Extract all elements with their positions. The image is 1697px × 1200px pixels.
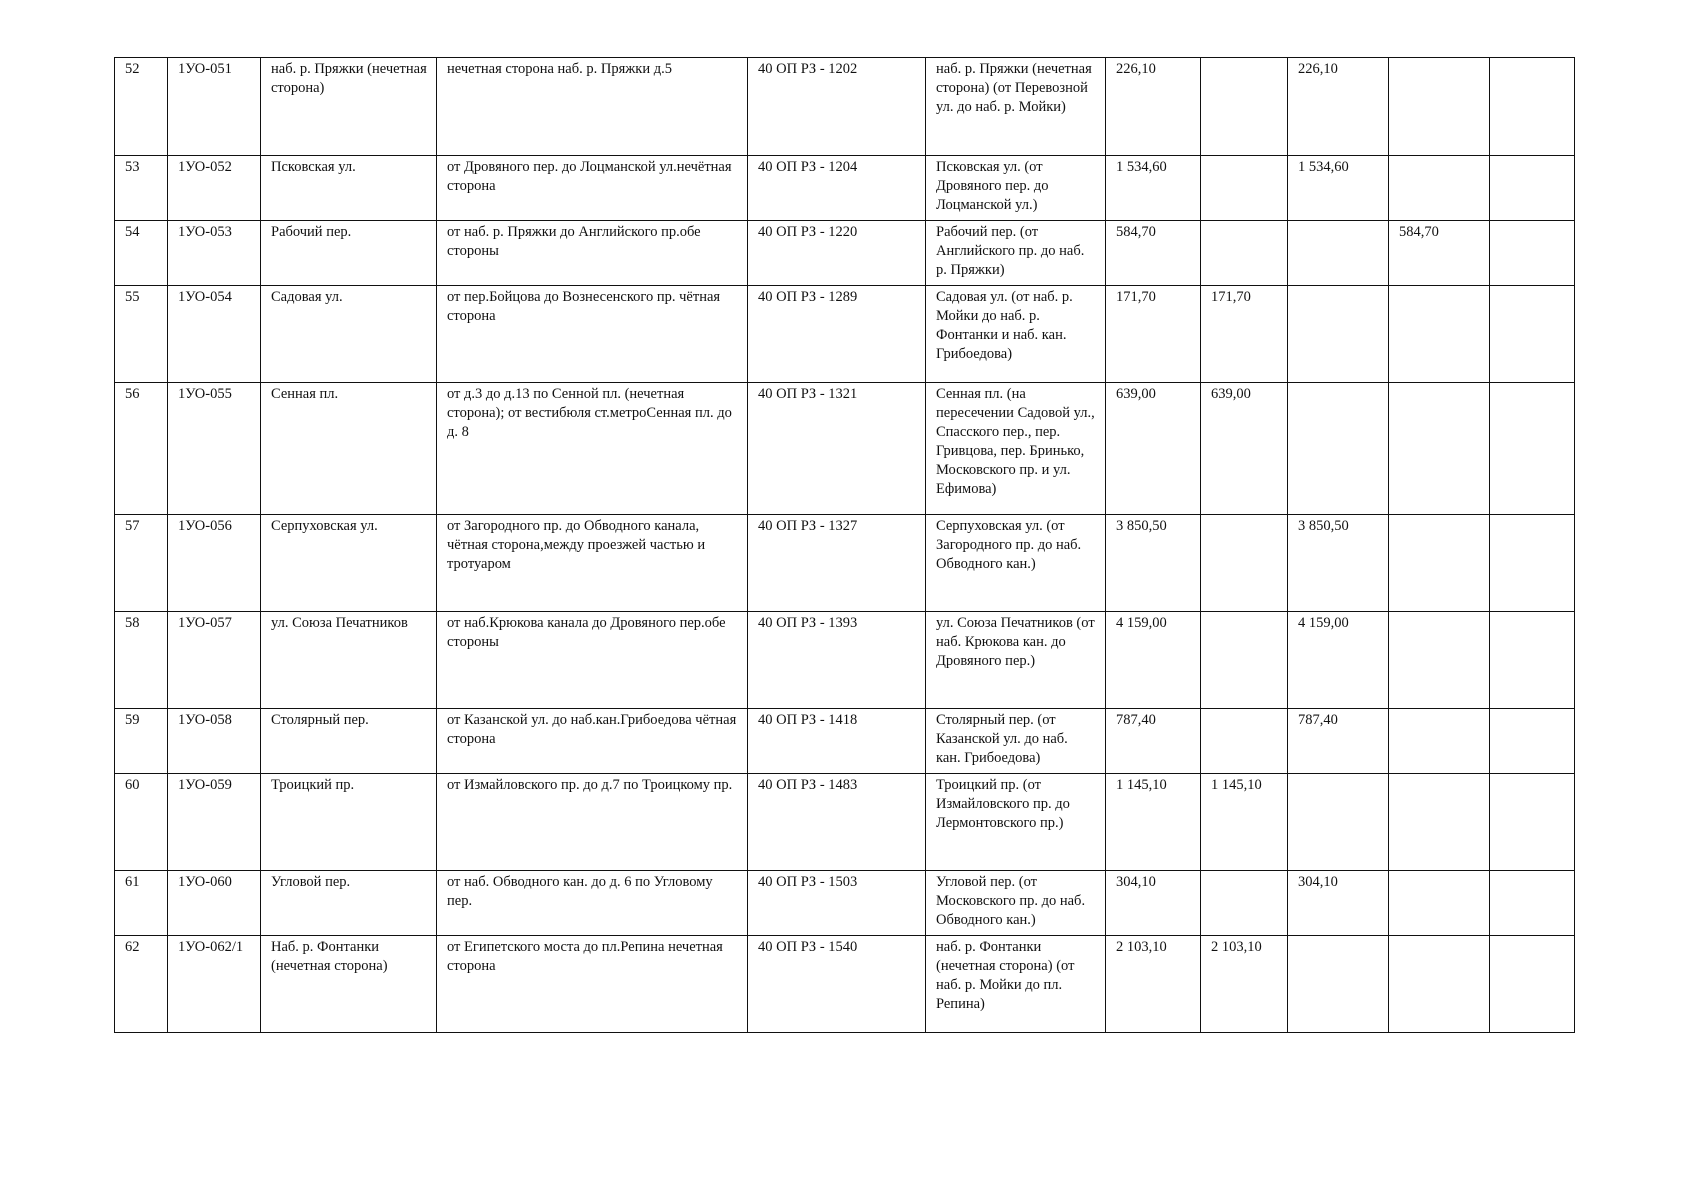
area-col-2-cell	[1288, 936, 1389, 1033]
street-name-cell: Сенная пл.	[261, 383, 437, 515]
street-name-cell: Садовая ул.	[261, 286, 437, 383]
area-col-4-cell	[1490, 709, 1575, 774]
area-col-4-cell	[1490, 58, 1575, 156]
table-row	[115, 709, 1575, 774]
row-number-cell: 61	[115, 871, 168, 936]
table-row	[115, 58, 1575, 156]
area-total-cell: 1 534,60	[1106, 156, 1201, 221]
section-description-cell: нечетная сторона наб. р. Пряжки д.5	[437, 58, 748, 156]
area-total-cell: 2 103,10	[1106, 936, 1201, 1033]
road-id-cell: 40 ОП РЗ - 1418	[748, 709, 926, 774]
object-code-cell: 1УО-055	[168, 383, 261, 515]
area-col-4-cell	[1490, 383, 1575, 515]
object-code-cell: 1УО-054	[168, 286, 261, 383]
road-name-cell: Рабочий пер. (от Английского пр. до наб. р. Пряжки)	[926, 221, 1106, 286]
area-col-2-cell: 1 534,60	[1288, 156, 1389, 221]
row-number-cell: 53	[115, 156, 168, 221]
table-row	[115, 156, 1575, 221]
area-total-cell: 3 850,50	[1106, 515, 1201, 612]
street-name-cell: Псковская ул.	[261, 156, 437, 221]
area-col-3-cell	[1389, 156, 1490, 221]
street-name-cell: ул. Союза Печатников	[261, 612, 437, 709]
table-row	[115, 221, 1575, 286]
area-total-cell: 787,40	[1106, 709, 1201, 774]
road-id-cell: 40 ОП РЗ - 1321	[748, 383, 926, 515]
street-name-cell: Столярный пер.	[261, 709, 437, 774]
area-col-3-cell	[1389, 286, 1490, 383]
table-row	[115, 286, 1575, 383]
row-number-cell: 60	[115, 774, 168, 871]
row-number-cell: 58	[115, 612, 168, 709]
area-col-2-cell	[1288, 286, 1389, 383]
section-description-cell: от д.3 до д.13 по Сенной пл. (нечетная сторона); от вестибюля ст.метроСенная пл. до д. 8	[437, 383, 748, 515]
road-id-cell: 40 ОП РЗ - 1327	[748, 515, 926, 612]
table-row	[115, 774, 1575, 871]
road-id-cell: 40 ОП РЗ - 1289	[748, 286, 926, 383]
road-name-cell: Угловой пер. (от Московского пр. до наб. Обводного кан.)	[926, 871, 1106, 936]
table-row	[115, 936, 1575, 1033]
area-col-1-cell: 2 103,10	[1201, 936, 1288, 1033]
area-col-4-cell	[1490, 612, 1575, 709]
area-col-3-cell	[1389, 936, 1490, 1033]
road-id-cell: 40 ОП РЗ - 1393	[748, 612, 926, 709]
object-code-cell: 1УО-062/1	[168, 936, 261, 1033]
object-code-cell: 1УО-060	[168, 871, 261, 936]
area-col-2-cell	[1288, 221, 1389, 286]
area-col-1-cell: 171,70	[1201, 286, 1288, 383]
section-description-cell: от Загородного пр. до Обводного канала, чётная сторона,между проезжей частью и тротуаром	[437, 515, 748, 612]
area-col-1-cell	[1201, 709, 1288, 774]
section-description-cell: от Египетского моста до пл.Репина нечетная сторона	[437, 936, 748, 1033]
object-code-cell: 1УО-053	[168, 221, 261, 286]
table-row	[115, 515, 1575, 612]
area-col-1-cell	[1201, 612, 1288, 709]
road-id-cell: 40 ОП РЗ - 1202	[748, 58, 926, 156]
area-col-2-cell	[1288, 774, 1389, 871]
street-name-cell: Троицкий пр.	[261, 774, 437, 871]
area-col-3-cell	[1389, 58, 1490, 156]
road-id-cell: 40 ОП РЗ - 1204	[748, 156, 926, 221]
street-name-cell: Наб. р. Фонтанки (нечетная сторона)	[261, 936, 437, 1033]
area-col-1-cell	[1201, 156, 1288, 221]
row-number-cell: 52	[115, 58, 168, 156]
area-col-2-cell: 226,10	[1288, 58, 1389, 156]
road-name-cell: Троицкий пр. (от Измайловского пр. до Лермонтовского пр.)	[926, 774, 1106, 871]
area-col-2-cell	[1288, 383, 1389, 515]
area-col-1-cell	[1201, 58, 1288, 156]
area-total-cell: 584,70	[1106, 221, 1201, 286]
street-name-cell: наб. р. Пряжки (нечетная сторона)	[261, 58, 437, 156]
table-body	[115, 58, 1575, 1033]
area-total-cell: 304,10	[1106, 871, 1201, 936]
area-col-2-cell: 304,10	[1288, 871, 1389, 936]
area-col-4-cell	[1490, 156, 1575, 221]
area-col-3-cell	[1389, 383, 1490, 515]
road-id-cell: 40 ОП РЗ - 1503	[748, 871, 926, 936]
road-name-cell: наб. р. Пряжки (нечетная сторона) (от Перевозной ул. до наб. р. Мойки)	[926, 58, 1106, 156]
road-name-cell: Серпуховская ул. (от Загородного пр. до наб. Обводного кан.)	[926, 515, 1106, 612]
section-description-cell: от наб. р. Пряжки до Английского пр.обе стороны	[437, 221, 748, 286]
road-register-table	[114, 57, 1575, 1033]
section-description-cell: от Измайловского пр. до д.7 по Троицкому пр.	[437, 774, 748, 871]
table-row	[115, 871, 1575, 936]
area-col-4-cell	[1490, 515, 1575, 612]
area-col-1-cell	[1201, 871, 1288, 936]
area-col-2-cell: 4 159,00	[1288, 612, 1389, 709]
row-number-cell: 57	[115, 515, 168, 612]
object-code-cell: 1УО-057	[168, 612, 261, 709]
area-total-cell: 226,10	[1106, 58, 1201, 156]
road-id-cell: 40 ОП РЗ - 1220	[748, 221, 926, 286]
object-code-cell: 1УО-058	[168, 709, 261, 774]
road-name-cell: Сенная пл. (на пересечении Садовой ул., Спасского пер., пер. Гривцова, пер. Бринько, Московского пр. и ул. Ефимова)	[926, 383, 1106, 515]
area-col-3-cell: 584,70	[1389, 221, 1490, 286]
area-col-1-cell: 1 145,10	[1201, 774, 1288, 871]
street-name-cell: Угловой пер.	[261, 871, 437, 936]
road-name-cell: ул. Союза Печатников (от наб. Крюкова кан. до Дровяного пер.)	[926, 612, 1106, 709]
area-col-3-cell	[1389, 774, 1490, 871]
object-code-cell: 1УО-056	[168, 515, 261, 612]
object-code-cell: 1УО-052	[168, 156, 261, 221]
road-id-cell: 40 ОП РЗ - 1483	[748, 774, 926, 871]
row-number-cell: 56	[115, 383, 168, 515]
row-number-cell: 55	[115, 286, 168, 383]
area-col-2-cell: 3 850,50	[1288, 515, 1389, 612]
section-description-cell: от наб. Обводного кан. до д. 6 по Угловому пер.	[437, 871, 748, 936]
table-row	[115, 383, 1575, 515]
road-name-cell: Столярный пер. (от Казанской ул. до наб. кан. Грибоедова)	[926, 709, 1106, 774]
area-col-4-cell	[1490, 221, 1575, 286]
area-col-3-cell	[1389, 515, 1490, 612]
street-name-cell: Рабочий пер.	[261, 221, 437, 286]
area-total-cell: 639,00	[1106, 383, 1201, 515]
row-number-cell: 59	[115, 709, 168, 774]
road-id-cell: 40 ОП РЗ - 1540	[748, 936, 926, 1033]
section-description-cell: от Казанской ул. до наб.кан.Грибоедова чётная сторона	[437, 709, 748, 774]
road-name-cell: Садовая ул. (от наб. р. Мойки до наб. р. Фонтанки и наб. кан. Грибоедова)	[926, 286, 1106, 383]
area-col-4-cell	[1490, 286, 1575, 383]
area-col-1-cell	[1201, 515, 1288, 612]
section-description-cell: от пер.Бойцова до Вознесенского пр. чётная сторона	[437, 286, 748, 383]
section-description-cell: от Дровяного пер. до Лоцманской ул.нечётная сторона	[437, 156, 748, 221]
area-col-3-cell	[1389, 871, 1490, 936]
area-col-4-cell	[1490, 871, 1575, 936]
area-col-3-cell	[1389, 709, 1490, 774]
object-code-cell: 1УО-059	[168, 774, 261, 871]
area-total-cell: 1 145,10	[1106, 774, 1201, 871]
area-total-cell: 4 159,00	[1106, 612, 1201, 709]
area-total-cell: 171,70	[1106, 286, 1201, 383]
area-col-3-cell	[1389, 612, 1490, 709]
row-number-cell: 54	[115, 221, 168, 286]
street-name-cell: Серпуховская ул.	[261, 515, 437, 612]
table-row	[115, 612, 1575, 709]
area-col-4-cell	[1490, 774, 1575, 871]
row-number-cell: 62	[115, 936, 168, 1033]
road-name-cell: Псковская ул. (от Дровяного пер. до Лоцманской ул.)	[926, 156, 1106, 221]
area-col-2-cell: 787,40	[1288, 709, 1389, 774]
area-col-1-cell	[1201, 221, 1288, 286]
road-name-cell: наб. р. Фонтанки (нечетная сторона) (от наб. р. Мойки до пл. Репина)	[926, 936, 1106, 1033]
section-description-cell: от наб.Крюкова канала до Дровяного пер.обе стороны	[437, 612, 748, 709]
area-col-4-cell	[1490, 936, 1575, 1033]
area-col-1-cell: 639,00	[1201, 383, 1288, 515]
object-code-cell: 1УО-051	[168, 58, 261, 156]
